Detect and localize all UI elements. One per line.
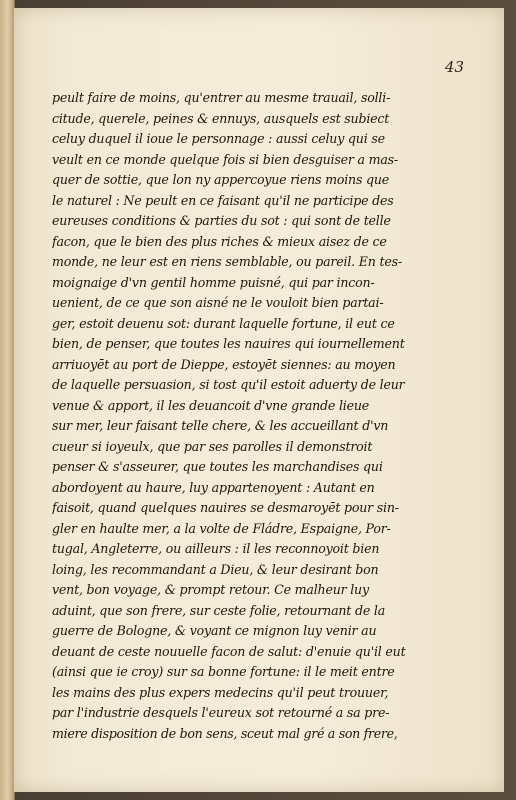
text-line: les mains des plus expers medecins qu'il peut trouuer, — [52, 684, 389, 700]
text-line: celuy duquel il ioue le personnage : aussi celuy qui se — [52, 131, 385, 146]
text-line: abordoyent au haure, luy appartenoyent : Autant en — [52, 479, 375, 495]
text-line: miere disposition de bon sens, sceut mal gré a son frere, — [52, 725, 398, 741]
text-line: quer de sottie, que lon ny appercoyue riens moins que — [52, 172, 390, 187]
text-line: gler en haulte mer, a la volte de Fládre, Espaigne, Por- — [52, 520, 391, 536]
text-line: citude, querele, peines & ennuys, ausquels est subiect — [52, 110, 390, 126]
text-line: (ainsi que ie croy) sur sa bonne fortune: il le meit entre — [52, 664, 395, 679]
text-line: le naturel : Ne peult en ce faisant qu'il ne participe des — [52, 192, 394, 208]
page-number: 43 — [444, 58, 464, 76]
text-line: peult faire de moins, qu'entrer au mesme trauail, solli- — [52, 90, 391, 105]
text-line: monde, ne leur est en riens semblable, ou pareil. En tes- — [52, 254, 402, 269]
text-line: sur mer, leur faisant telle chere, & les accueillant d'vn — [52, 418, 389, 433]
text-line: moignaige d'vn gentil homme puisné, qui par incon- — [52, 274, 375, 290]
text-line: penser & s'asseurer, que toutes les marchandises qui — [52, 459, 383, 474]
text-line: eureuses conditions & parties du sot : qui sont de telle — [52, 213, 391, 228]
text-line: loing, les recommandant a Dieu, & leur desirant bon — [52, 561, 379, 577]
text-line: guerre de Bologne, & voyant ce mignon luy venir au — [52, 623, 377, 638]
text-line: faisoit, quand quelques nauires se desmaroyēt pour sin- — [52, 500, 399, 515]
text-line: arriuoyēt au port de Dieppe, estoyēt siennes: au moyen — [52, 356, 396, 372]
text-line: cueur si ioyeulx, que par ses parolles il demonstroit — [52, 438, 373, 454]
text-line: aduint, que son frere, sur ceste folie, retournant de la — [52, 602, 386, 618]
body-text — [52, 88, 468, 744]
text-line: veult en ce monde quelque fois si bien desguiser a mas- — [52, 151, 398, 167]
text-line: deuant de ceste nouuelle facon de salut: d'enuie qu'il eut — [52, 643, 406, 659]
book-page — [14, 8, 504, 792]
text-line: venue & apport, il les deuancoit d'vne grande lieue — [52, 397, 370, 413]
text-line: ger, estoit deuenu sot: durant laquelle fortune, il eut ce — [52, 315, 395, 331]
book-spine-edge — [0, 0, 15, 800]
text-line: tugal, Angleterre, ou ailleurs : il les reconnoyoit bien — [52, 541, 380, 556]
text-line: par l'industrie desquels l'eureux sot retourné a sa pre- — [52, 705, 390, 720]
text-line: bien, de penser, que toutes les nauires qui iournellement — [52, 336, 405, 351]
text-line: uenient, de ce que son aisné ne le vouloit bien partai- — [52, 295, 384, 310]
text-line: vent, bon voyage, & prompt retour. Ce malheur luy — [52, 582, 369, 597]
text-line: facon, que le bien des plus riches & mieux aisez de ce — [52, 233, 387, 249]
text-line: de laquelle persuasion, si tost qu'il estoit aduerty de leur — [52, 377, 405, 392]
